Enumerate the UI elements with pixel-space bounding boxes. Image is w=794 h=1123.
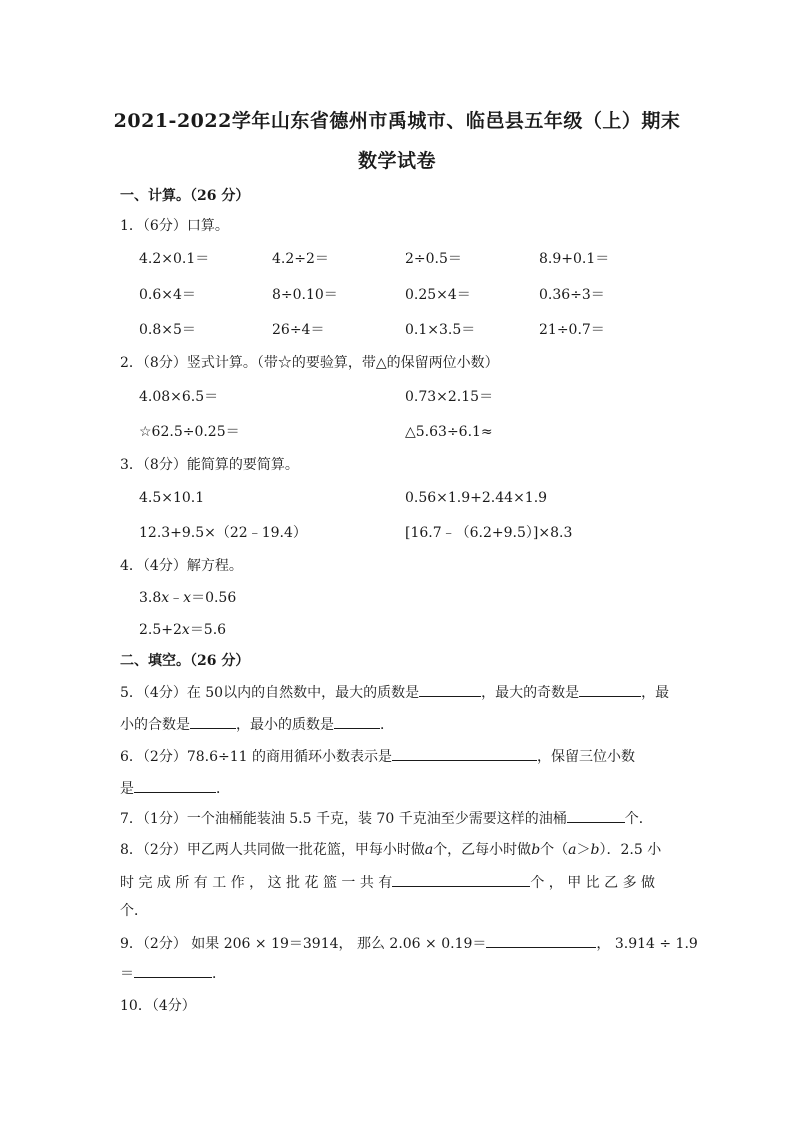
oral-calc-item: 2÷0.5＝ bbox=[405, 251, 462, 267]
answer-blank[interactable] bbox=[567, 808, 625, 823]
section-fill-blank-heading: 二、填空。（26 分） bbox=[120, 653, 250, 669]
vertical-calc-item: 0.73×2.15＝ bbox=[405, 389, 494, 405]
question-8-line2: 时 完 成 所 有 工 作 ， 这 批 花 篮 一 共 有 个 ， 甲 比 乙 多 做 bbox=[120, 872, 675, 893]
question-8-line1: 8．（2分）甲乙两人共同做一批花篮，甲每小时做a个，乙每小时做b个（a＞b）．2.5 小 bbox=[120, 842, 662, 858]
question-8-line3: 个． bbox=[120, 903, 148, 919]
question-5-line2: 小的合数是 ，最小的质数是 ． bbox=[120, 714, 675, 735]
oral-calc-item: 0.6×4＝ bbox=[139, 287, 196, 303]
question-6-line2: 是 ． bbox=[120, 778, 675, 799]
question-9-line1: 9．（2分） 如果 206 × 19＝3914， 那么 2.06 × 0.19＝ ， 3.914 ÷ 1.9 bbox=[120, 933, 675, 954]
question-9-line2: ＝ ． bbox=[120, 963, 675, 984]
vertical-calc-item: ☆62.5÷0.25＝ bbox=[139, 424, 240, 440]
simplify-calc-item: [16.7﹣（6.2+9.5）]×8.3 bbox=[405, 525, 573, 541]
answer-blank[interactable] bbox=[419, 682, 481, 697]
answer-blank[interactable] bbox=[334, 714, 380, 729]
answer-blank[interactable] bbox=[392, 746, 537, 761]
question-4-stem: 4．（4分）解方程。 bbox=[120, 558, 243, 574]
exam-title-line2: 数学试卷 bbox=[357, 150, 436, 172]
section-calculation-heading: 一、计算。（26 分） bbox=[120, 188, 250, 204]
answer-blank[interactable] bbox=[134, 778, 216, 793]
oral-calc-item: 8.9+0.1＝ bbox=[539, 251, 610, 267]
answer-blank[interactable] bbox=[134, 963, 212, 978]
simplify-calc-item: 4.5×10.1 bbox=[139, 490, 205, 506]
vertical-calc-item: △5.63÷6.1≈ bbox=[405, 424, 493, 440]
equation-1: 3.8x﹣x＝0.56 bbox=[139, 590, 237, 606]
oral-calc-item: 0.1×3.5＝ bbox=[405, 322, 476, 338]
question-2-stem: 2．（8分）竖式计算。（带☆的要验算，带△的保留两位小数） bbox=[120, 355, 499, 371]
answer-blank[interactable] bbox=[486, 933, 596, 948]
question-5-line1: 5．（4分）在 50以内的自然数中，最大的质数是 ，最大的奇数是 ，最 bbox=[120, 682, 675, 703]
equation-2: 2.5+2x＝5.6 bbox=[139, 622, 227, 638]
simplify-calc-item: 0.56×1.9+2.44×1.9 bbox=[405, 490, 548, 506]
oral-calc-item: 21÷0.7＝ bbox=[539, 322, 605, 338]
answer-blank[interactable] bbox=[190, 714, 236, 729]
question-7: 7．（1分）一个油桶能装油 5.5 千克，装 70 千克油至少需要这样的油桶 个． bbox=[120, 808, 675, 829]
question-6-line1: 6．（2分）78.6÷11 的商用循环小数表示是 ，保留三位小数 bbox=[120, 746, 675, 767]
oral-calc-item: 4.2÷2＝ bbox=[272, 251, 329, 267]
question-3-stem: 3．（8分）能简算的要简算。 bbox=[120, 457, 299, 473]
oral-calc-item: 0.36÷3＝ bbox=[539, 287, 605, 303]
answer-blank[interactable] bbox=[392, 872, 530, 887]
oral-calc-item: 26÷4＝ bbox=[272, 322, 325, 338]
question-10-stem: 10．（4分） bbox=[120, 998, 196, 1014]
oral-calc-item: 0.25×4＝ bbox=[405, 287, 471, 303]
question-1-stem: 1．（6分）口算。 bbox=[120, 218, 229, 234]
simplify-calc-item: 12.3+9.5×（22﹣19.4） bbox=[139, 525, 307, 541]
vertical-calc-item: 4.08×6.5＝ bbox=[139, 389, 219, 405]
answer-blank[interactable] bbox=[579, 682, 641, 697]
oral-calc-item: 4.2×0.1＝ bbox=[139, 251, 210, 267]
oral-calc-item: 8÷0.10＝ bbox=[272, 287, 338, 303]
oral-calc-item: 0.8×5＝ bbox=[139, 322, 196, 338]
exam-title-line1: 2021-2022学年山东省德州市禹城市、临邑县五年级（上）期末 bbox=[113, 110, 681, 132]
